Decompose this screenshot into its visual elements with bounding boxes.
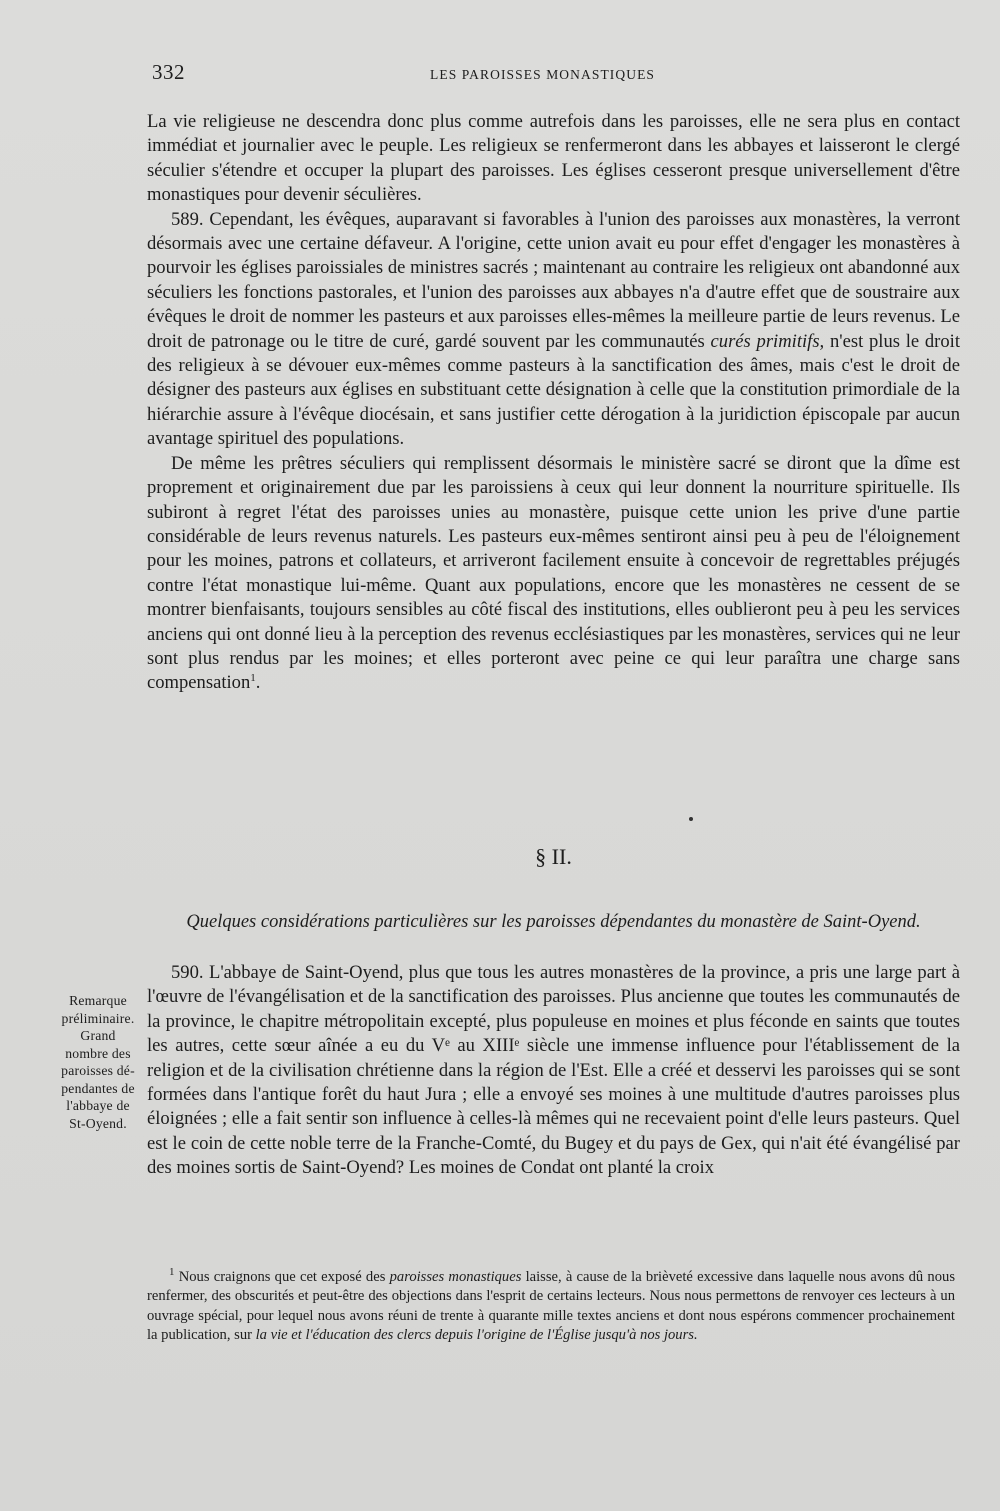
paragraph-589-text-b: n'est plus le droit des religieux à se dévouer eux-mêmes comme pasteurs à la sanctification des âmes, mais c'est le droit de désigner des pasteurs aux églises en substituant cette désignation à celle que la constitution primordiale de la hiérarchie assure à l'évêque diocésain, et sans justifier cette dérogation à la juridiction épiscopale par aucun avantage spirituel des populations.	[147, 330, 960, 450]
paragraph-3-end: .	[255, 672, 261, 694]
margin-note-line: St-Oyend.	[69, 1115, 127, 1131]
footnote-italic-2: la vie et l'éducation des clercs depuis l'origine de l'Église jusqu'à nos jours.	[255, 1326, 698, 1343]
page-header	[152, 58, 958, 88]
paragraph-1	[147, 110, 960, 208]
paragraph-589-italic: curés primitifs,	[710, 330, 825, 352]
margin-note-line: nombre des	[65, 1045, 131, 1061]
footnote-text-a: Nous craignons que cet exposé des	[174, 1269, 390, 1285]
margin-note	[56, 992, 140, 1132]
margin-note-line: Remarque	[69, 993, 127, 1008]
running-head: LES PAROISSES MONASTIQUES	[430, 67, 656, 82]
paragraph-589	[147, 208, 960, 452]
footnote	[147, 1268, 955, 1345]
paragraph-3-text: De même les prêtres séculiers qui remplissent désormais le ministère sacré se diront que la dîme est proprement et originairement due par les paroissiens à ceux qui leur donnent la nourriture spirituelle. Ils subiront à regret l'état des paroisses unies au monastère, puisque cette union les prive d'une partie considérable de leurs revenus naturels. Les pasteurs eux-mêmes sentiront ainsi peu à peu de l'éloignement pour les moines, patrons et collateurs, et arriveront facilement ensuite à concevoir de regrettables préjugés contre l'état monastique lui-même. Quant aux populations, encore que les monastères ne cessent de se montrer bienfaisants, toujours sensibles au côté fiscal des institutions, elles oublieront peu à peu les services anciens qui ont donné lieu à la perception des revenus ecclésiastiques par les monastères, services qui ne leur sont plus rendus par les moines; et elles porteront avec peine ce qui leur paraîtra une charge sans compensation	[147, 452, 960, 694]
print-mark-dot	[689, 817, 693, 821]
footnote-number: 1	[169, 1266, 175, 1279]
paragraph-3	[147, 452, 960, 696]
footnote-italic-1: paroisses monastiques	[389, 1269, 522, 1285]
main-text	[147, 110, 960, 696]
paragraph-589-text-a: 589. Cependant, les évêques, auparavant si favorables à l'union des paroisses aux monastères, la verront désormais avec une certaine défaveur. A l'origine, cette union avait eu pour effet d'engager les monastères à pourvoir les églises paroissiales de ministres sacrés ; maintenant au contraire les religieux ont abandonné aux séculiers les fonctions pastorales, et l'union des paroisses aux abbayes n'a d'autre effet que de soustraire aux évêques le droit de nommer les pasteurs et aux paroisses elles-mêmes la meilleure partie de leurs revenus. Le droit de patronage ou le titre de curé, gardé souvent par les communautés	[147, 208, 960, 352]
footnote-text-b: laisse, à cause de la brièveté excessive dans laquelle nous avons dû nous renfermer, des obscurités et peut-être des objections dans l'esprit de certains lecteurs. Nous nous permettons de renvoyer ces lecteurs à un ouvrage spécial, pour lequel nous avons réuni de trente à quarante mille textes anciens et dont nous espérons commencer prochainement la publication, sur	[147, 1269, 956, 1343]
section-mark: § II.	[535, 844, 572, 869]
paragraph-590-text: 590. L'abbaye de Saint-Oyend, plus que tous les autres monastères de la province, a pris une large part à l'œuvre de l'évangélisation et de la sanctification des paroisses. Plus ancienne que toutes les communautés de la province, le chapitre métropolitain excepté, plus populeuse en moines et plus féconde en saints que toutes les autres, cette sœur aînée a eu du Vᵉ au XIIIᵉ siècle une immense influence pour l'établissement de la religion et de la civilisation chrétienne dans la région de l'Est. Elle a créé et desservi les paroisses qui se sont formées dans l'antique forêt du haut Jura ; elle a envoyé ses moines à une multitude d'autres paroisses plus éloignées ; elle a fait sentir son influence à celles-là mêmes qui ne recevaient point d'elle leurs pasteurs. Quel est le coin de cette noble terre de la Franche-Comté, du Bugey et du pays de Gex, qui n'ait été évangélisé par des moines sortis de Saint-Oyend? Les moines de Condat ont planté la croix	[147, 962, 960, 1179]
paragraph-590	[147, 961, 960, 1181]
footnote-text	[147, 1268, 955, 1345]
paragraph-1-text: La vie religieuse ne descendra donc plus comme autrefois dans les paroisses, elle ne sera plus en contact immédiat et journalier avec le peuple. Les religieux se renfermeront dans les abbayes et laisseront le clergé séculier s'étendre et occuper la plupart des paroisses. Les églises cesseront presque universellement d'être monastiques pour devenir séculières.	[147, 111, 960, 206]
margin-note-line: l'abbaye de	[66, 1098, 130, 1113]
page-number: 332	[152, 60, 185, 84]
margin-note-line: paroisses dé-	[61, 1063, 135, 1078]
margin-note-line: Grand	[80, 1028, 116, 1043]
section-ii	[147, 838, 960, 1181]
footnote-reference[interactable]: 1	[250, 672, 256, 685]
margin-note-line: pendantes de	[61, 1080, 135, 1096]
margin-note-line: préliminaire.	[61, 1010, 135, 1026]
section-title: Quelques considérations particulières sur les paroisses dépendantes du monastère de Saint-Oyend.	[186, 912, 921, 932]
